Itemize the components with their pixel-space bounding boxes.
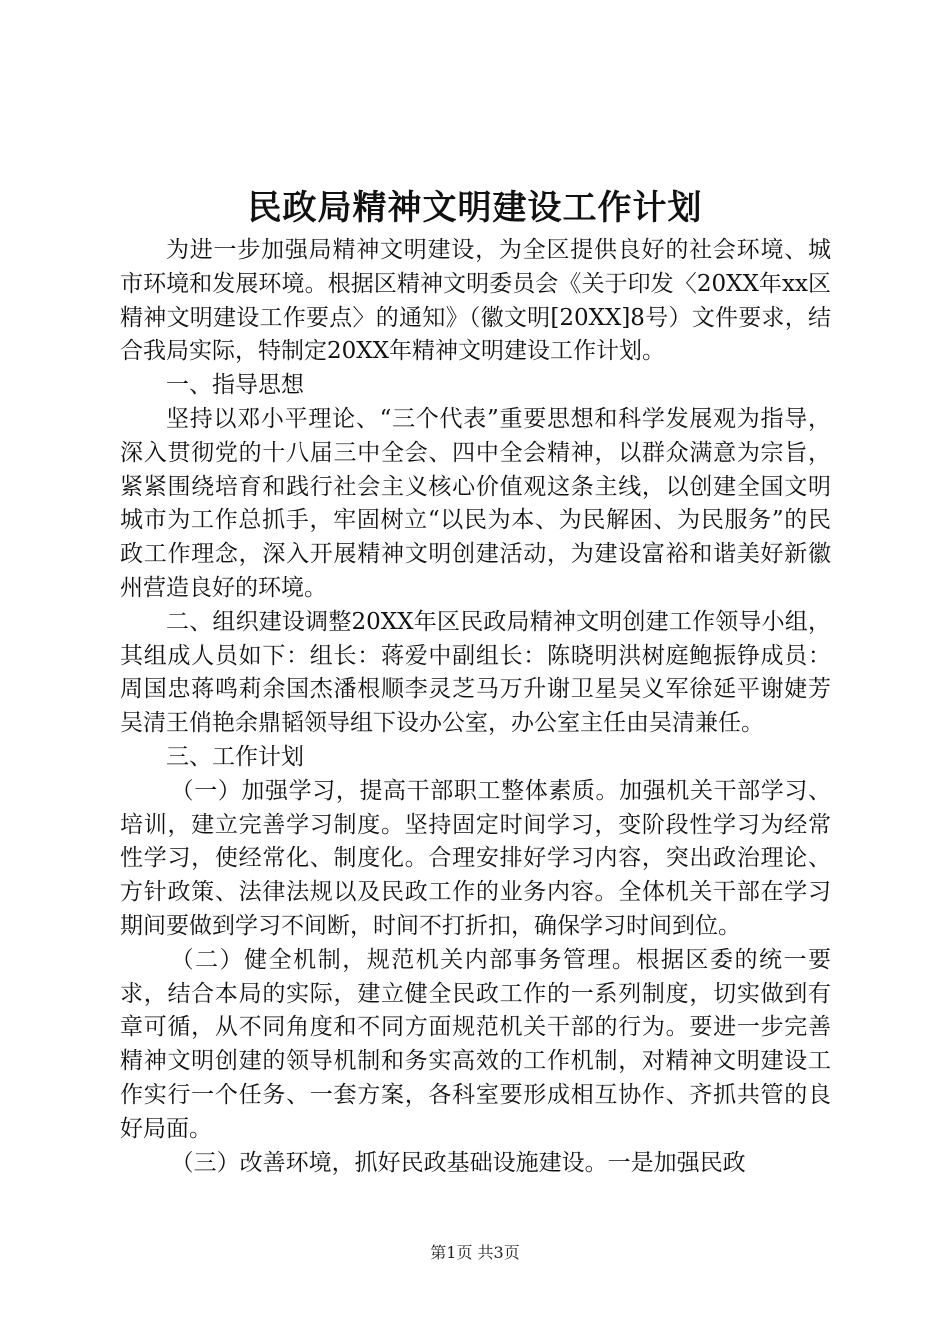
work-plan-item-1: （一）加强学习，提高干部职工整体素质。加强机关干部学习、培训，建立完善学习制度。坚持固定时间学习，变阶段性学习为经常性学习，使经常化、制度化。合理安排好学习内容，突出政治理论、方针政策、法律法规以及民政工作的业务内容。全体机关干部在学习期间要做到学习不间断，时间不打折扣，确保学习时间到位。 (120, 777, 831, 939)
document-body (120, 234, 831, 1180)
work-plan-item-2: （二）健全机制，规范机关内部事务管理。根据区委的统一要求，结合本局的实际，建立健全民政工作的一系列制度，切实做到有章可循，从不同角度和不同方面规范机关干部的行为。要进一步完善精神文明创建的领导机制和务实高效的工作机制，对精神文明建设工作实行一个任务、一套方案，各科室要形成相互协作、齐抓共管的良好局面。 (120, 946, 831, 1142)
page-number: 第1页 (430, 1243, 473, 1262)
page-footer (0, 1243, 950, 1263)
document-title: 民政局精神文明建设工作计划 (247, 188, 703, 228)
page-total: 共3页 (477, 1243, 520, 1262)
guiding-thought-paragraph: 坚持以邓小平理论、“三个代表”重要思想和科学发展观为指导，深入贯彻党的十八届三中全会、四中全会精神，以群众满意为宗旨，紧紧围绕培育和践行社会主义核心价值观这条主线，以创建全国文明城市为工作总抓手，牢固树立“以民为本、为民解困、为民服务”的民政工作理念，深入开展精神文明创建活动，为建设富裕和谐美好新徽州营造良好的环境。 (120, 405, 831, 601)
work-plan-item-3: （三）改善环境，抓好民政基础设施建设。一是加强民政 (170, 1149, 746, 1176)
section-heading-guiding-thought: 一、指导思想 (166, 372, 304, 399)
section-heading-work-plan: 三、工作计划 (166, 743, 304, 770)
organization-paragraph: 二、组织建设调整20XX年区民政局精神文明创建工作领导小组，其组成人员如下：组长：蒋爱中副组长：陈晓明洪树庭鲍振铮成员：周国忠蒋鸣莉余国杰潘根顺李灵芝马万升谢卫星吴义军徐延平谢婕芳吴清王俏艳余鼎韬领导组下设办公室，办公室主任由吴清兼任。 (120, 608, 831, 737)
intro-paragraph: 为进一步加强局精神文明建设，为全区提供良好的社会环境、城市环境和发展环境。根据区精神文明委员会《关于印发〈20XX年xx区精神文明建设工作要点〉的通知》（徽文明[20XX]8号）文件要求，结合我局实际，特制定20XX年精神文明建设工作计划。 (120, 237, 831, 365)
